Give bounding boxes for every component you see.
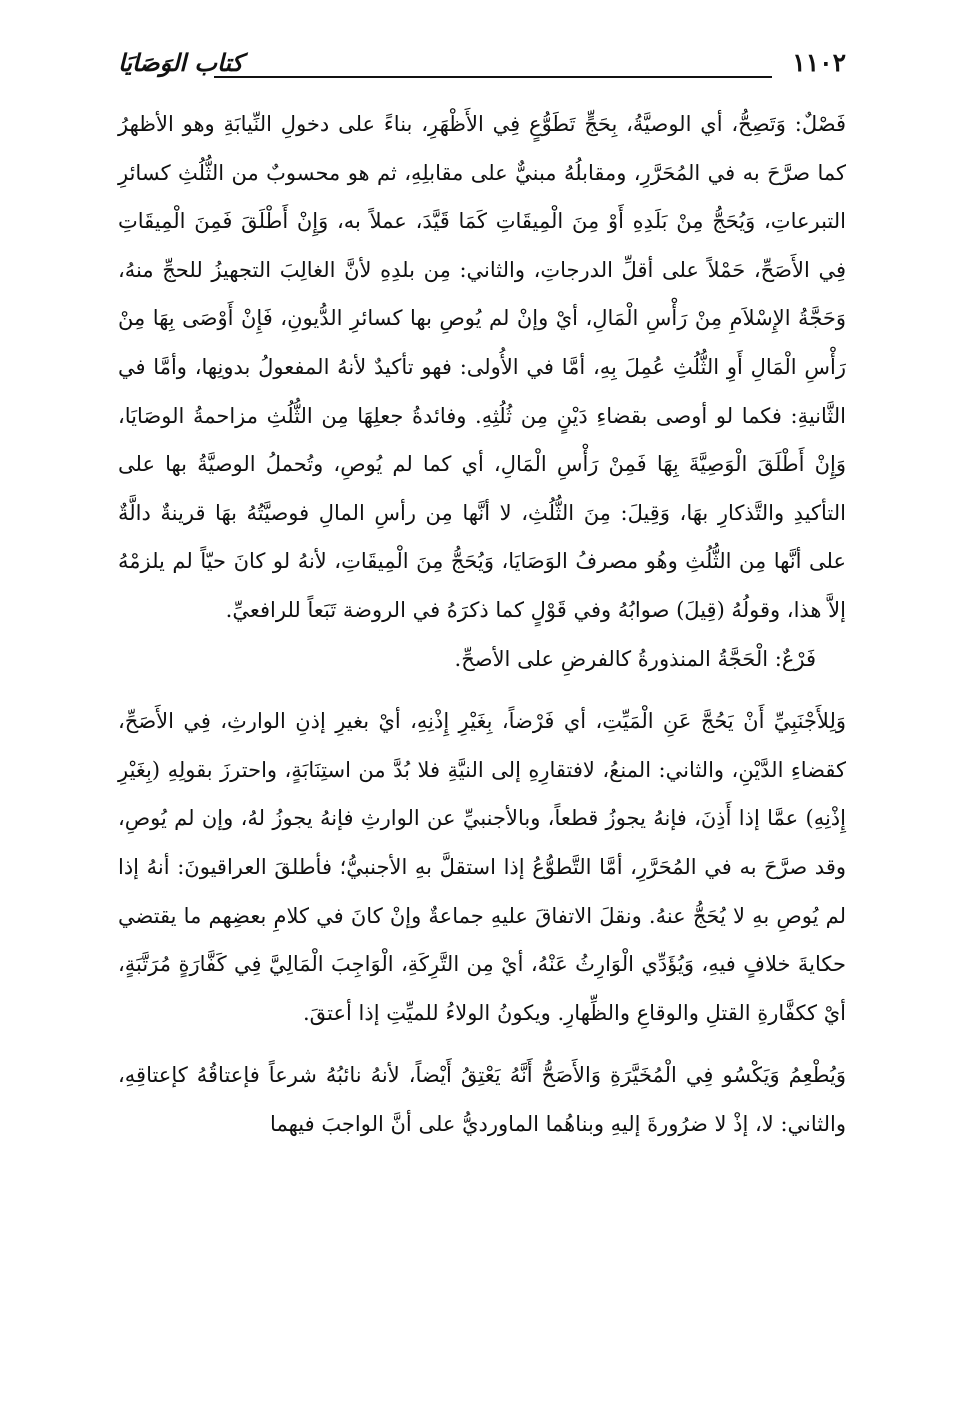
page-body xyxy=(118,100,846,1148)
page-number: ١١٠٢ xyxy=(792,48,846,77)
paragraph-far-vowed-hajj: فَرْعٌ: الْحَجَّةُ المنذورةُ كالفرضِ على الأصحِّ. xyxy=(454,646,816,671)
running-header xyxy=(118,48,846,88)
book-title: كتاب الوَصَايَا xyxy=(118,48,243,77)
paragraph-expiation-choice: وَيُطْعِمُ وَيَكْسُو فِي الْمُخَيَّرَةِ وَالأَصَحُّ أَنَّهُ يَعْتِقُ أَيْضاً، لأنهُ نائبُهُ شرعاً فإعتاقُهُ كإعتاقِهِ، والثاني: لا، إذْ لا ضرُورةَ إليهِ وبناهُما الماورديُّ على أنَّ الواجبَ فيهما xyxy=(118,1063,846,1136)
header-rule xyxy=(214,76,772,78)
paragraph-stranger-hajj: وَلِلأَجْنَبِيِّ أَنْ يَحُجَّ عَنِ الْمَيِّتِ، أي فَرْضاً، بِغَيْرِ إِذْنِهِ، أيْ بغيرِ إذنِ الوارثِ، فِي الأَصَحِّ، كقضاءِ الدَّيْنِ، والثاني: المنعُ، لافتقارِهِ إلى النيَّةِ فلا بُدَّ من استِنَابَةٍ، واحترزَ بقولِهِ (بِغَيْرِ إِذْنِهِ) عمَّا إذا أَذِنَ، فإنهُ يجوزُ قطعاً، وبالأجنبيِّ عن الوارثِ فإنهُ يجوزُ لهُ، وإن لم يُوصِ، وقد صرَّحَ به في المُحَرَّرِ، أمَّا التَّطوُّعُ إذا استقلَّ بهِ الأجنبيُّ؛ فأطلقَ العراقيونَ: أنهُ إذا لم يُوصِ بهِ لا يُحَجُّ عنهُ. ونقلَ الاتفاقَ عليهِ جماعةٌ وإنْ كانَ في كلامِ بعضِهم ما يقتضي حكايةَ خلافٍ فيهِ، وَيُؤَدِّي الْوَارِثُ عَنْهُ، أيْ مِن التَّرِكَةِ، الْوَاجِبَ الْمَالِيَّ فِي كَفَّارَةٍ مُرَتَّبَةٍ، أيْ ككفَّارةِ القتلِ والوقاعِ والظِّهارِ. ويكونُ الولاءُ للميِّتِ إذا أعتقَ. xyxy=(118,709,846,1025)
paragraph-bequest-hajj: فَصْلٌ: وَتَصِحُّ، أي الوصيَّةُ، بِحَجٍّ تَطَوُّعٍ فِي الأَظْهَرِ، بناءً على دخولِ النِّيابَةِ وهو الأظهرُ كما صرَّحَ به في المُحَرَّرِ، ومقابلُهُ مبنيٌّ على مقابلِهِ، ثم هو محسوبٌ من الثُّلُثِ كسائرِ التبرعاتِ، وَيُحَجُّ مِنْ بَلَدِهِ أَوْ مِنَ الْمِيقَاتِ كَمَا قَيَّدَ، عملاً به، وَإِنْ أَطْلَقَ فَمِنَ الْمِيقَاتِ فِي الأَصَحِّ، حَمْلاً على أقلِّ الدرجاتِ، والثاني: مِن بلدِهِ لأنَّ الغالِبَ التجهيزُ للحجِّ منهُ، وَحَجَّةُ الإِسْلاَمِ مِنْ رَأْسِ الْمَالِ، أيْ وإنْ لم يُوصِ بها كسائرِ الدُّيونِ، فَإِنْ أَوْصَى بِهَا مِنْ رَأْسِ الْمَالِ أَوِ الثُّلُثِ عُمِلَ بِهِ، أمَّا في الأُولى: فهو تأكيدٌ لأنهُ المفعولُ بدونِها، وأمَّا في الثَّانيةِ: فكما لو أوصى بقضاءِ دَيْنٍ مِن ثُلُثِهِ. وفائدةُ جعلِهَا مِن الثُّلُثِ مزاحمةُ الوصَايَا، وَإِنْ أَطْلَقَ الْوَصِيَّةَ بِهَا فَمِنْ رَأْسِ الْمَالِ، أي كما لم يُوصِ، وتُحملُ الوصيَّةُ بها على التأكيدِ والتَّذكارِ بهَا، وَقِيلَ: مِنَ الثُّلُثِ، لا أنَّها مِن رأسِ المالِ فوصيَّتُهُ بهَا قرينةٌ دالَّةٌ على أنَّها مِن الثُّلُثِ وهُو مصرفُ الوَصَايَا، وَيُحَجُّ مِنَ الْمِيقَاتِ، لأنهُ لو كانَ حيّاً لم يلزمْهُ إلاَّ هذا، وقولُهُ (قِيلَ) صوابُهُ وفي قَوْلٍ كما ذكرَهُ في الروضة تَبَعاً للرافعيِّ. xyxy=(118,112,846,622)
